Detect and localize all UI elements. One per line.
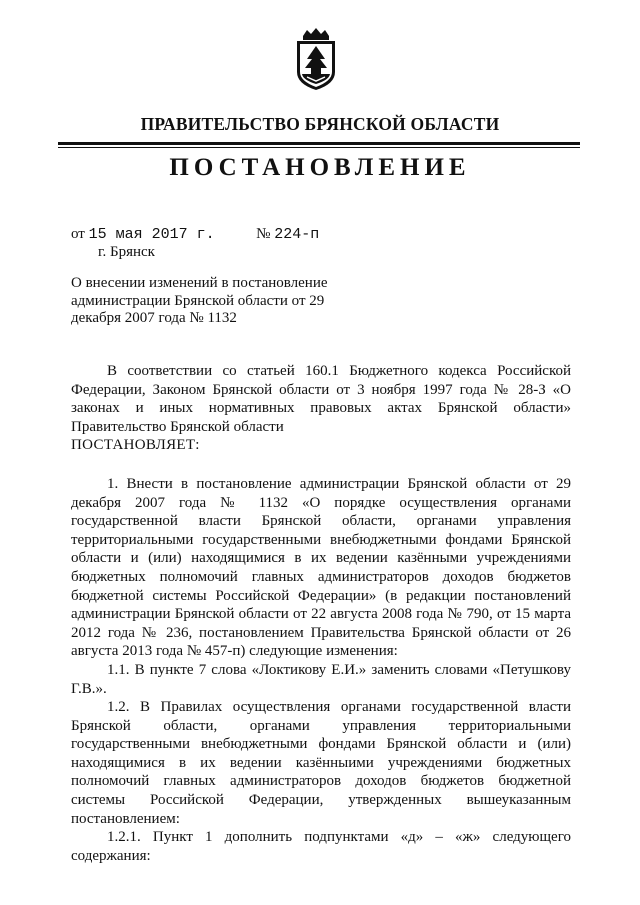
organization-title: ПРАВИТЕЛЬСТВО БРЯНСКОЙ ОБЛАСТИ: [140, 114, 500, 134]
document-date: 15 мая 2017 г.: [88, 226, 215, 243]
item-1-1-paragraph: 1.1. В пункте 7 слова «Локтикову Е.И.» заменить словами «Петушкову Г.В.».: [71, 661, 571, 697]
document-number: 224-п: [274, 226, 320, 243]
header-rule-thick: [58, 142, 580, 145]
item-1-2-1-paragraph: 1.2.1. Пункт 1 дополнить подпунктами «д» – «ж» следующего содержания:: [71, 829, 571, 864]
item-1-2-paragraph: 1.2. В Правилах осуществления органами государственной власти Брянской области, органами управления территориальными государственными внебюджетными фондами Брянской области и (или) находящимися в их ведении казённыими учреждениями бюджетных полномочий главных администраторов доходов бюджетов бюджетной системы Российской Федерации, утвержденных вышеуказанным постановлением:: [71, 699, 571, 827]
item-1-paragraph: 1. Внести в постановление администрации Брянской области от 29 декабря 2007 года № 1132 «О порядке осуществления органами государственной власти Брянской области, органами управления территориальными государственными внебюджетными фондами Брянской области и (или) находящимися в их ведении казёнными учреждениями бюджетных полномочий главных администраторов доходов бюджетов бюджетной системы Российской Федерации» (в редакции постановлений администрации Брянской области от 22 августа 2008 года № 790, от 15 марта 2012 года № 236, постановлением Правительства Брянской области от 26 августа 2013 года № 457-п) следующие изменения:: [71, 475, 571, 660]
header-rule-thin: [58, 147, 580, 148]
preamble-paragraph: В соответствии со статьей 160.1 Бюджетного кодекса Российской Федерации, Законом Брянской области от 3 ноября 1997 года № 28-З «О законах и иных нормативных правовых актах Брянской области» Правительство Брянской области: [71, 363, 571, 435]
document-subject: О внесении изменений в постановление администрации Брянской области от 29 декабря 2007 года № 1132: [71, 275, 328, 326]
document-city: г. Брянск: [98, 244, 155, 260]
number-prefix: №: [256, 226, 271, 242]
date-prefix: от: [71, 226, 85, 242]
document-meta-line: [71, 226, 319, 243]
bryansk-coat-of-arms-icon: [283, 26, 349, 92]
resolves-heading: ПОСТАНОВЛЯЕТ:: [71, 437, 200, 454]
document-body: [71, 362, 571, 865]
document-type-title: ПОСТАНОВЛЕНИЕ: [169, 154, 471, 181]
